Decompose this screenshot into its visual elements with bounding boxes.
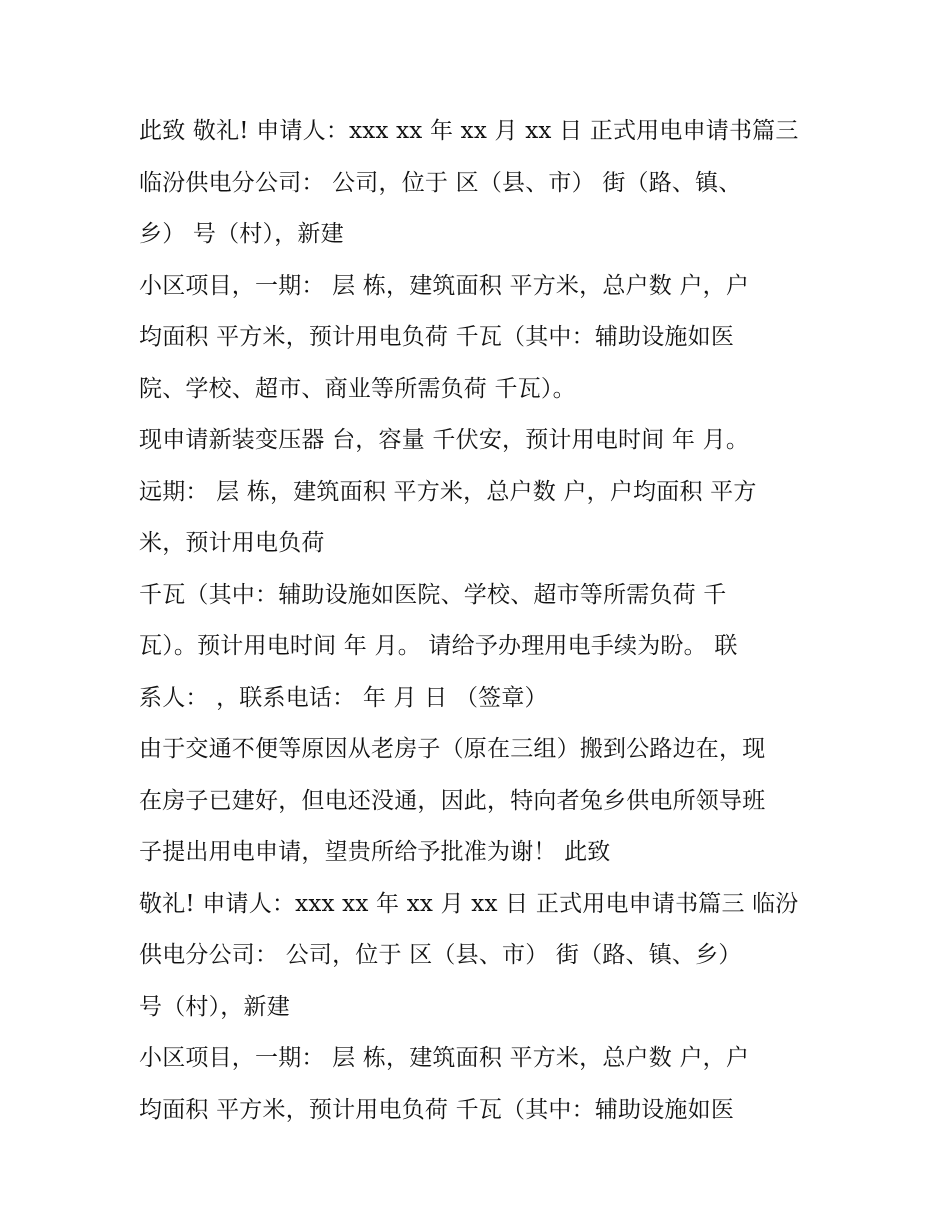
- text-line: 千瓦（其中：辅助设施如医院、学校、超市等所需负荷 千: [139, 581, 727, 608]
- text-line: 子提出用电申请，望贵所给予批准为谢！ 此致: [139, 839, 611, 865]
- text-line: 乡） 号（村），新建: [139, 221, 344, 247]
- text-line: 均面积 平方米，预计用电负荷 千瓦（其中：辅助设施如医: [139, 324, 735, 350]
- text-line: 供电分公司： 公司，位于 区（县、市） 街（路、镇、乡）: [139, 942, 742, 968]
- text-line: 在房子已建好，但电还没通，因此，特向者兔乡供电所领导班: [139, 787, 766, 814]
- text-line: 院、学校、超市、商业等所需负荷 千瓦）。: [139, 375, 576, 402]
- text-line: 米，预计用电负荷: [139, 530, 325, 556]
- text-line: 临汾供电分公司： 公司，位于 区（县、市） 街（路、镇、: [139, 169, 742, 196]
- document-body: [139, 106, 829, 1136]
- text-line: 敬礼! 申请人：xxx xx 年 xx 月 xx 日 正式用电申请书篇三 临汾: [139, 890, 799, 917]
- text-line: 小区项目，一期： 层 栋，建筑面积 平方米，总户数 户，户: [139, 272, 750, 299]
- text-line: 现申请新装变压器 台，容量 千伏安，预计用电时间 年 月。: [139, 427, 750, 453]
- text-line: 小区项目，一期： 层 栋，建筑面积 平方米，总户数 户，户: [139, 1045, 750, 1071]
- text-line: 系人： ，联系电话： 年 月 日 （签章）: [139, 684, 548, 711]
- text-line: 由于交通不便等原因从老房子（原在三组）搬到公路边在，现: [139, 736, 766, 762]
- text-line: 号（村），新建: [139, 993, 290, 1020]
- text-line: 远期： 层 栋，建筑面积 平方米，总户数 户，户均面积 平方: [139, 478, 757, 505]
- text-line: 此致 敬礼! 申请人：xxx xx 年 xx 月 xx 日 正式用电申请书篇三: [139, 118, 799, 144]
- text-line: 瓦）。预计用电时间 年 月。 请给予办理用电手续为盼。 联: [139, 633, 738, 659]
- text-line: 均面积 平方米，预计用电负荷 千瓦（其中：辅助设施如医: [139, 1096, 735, 1123]
